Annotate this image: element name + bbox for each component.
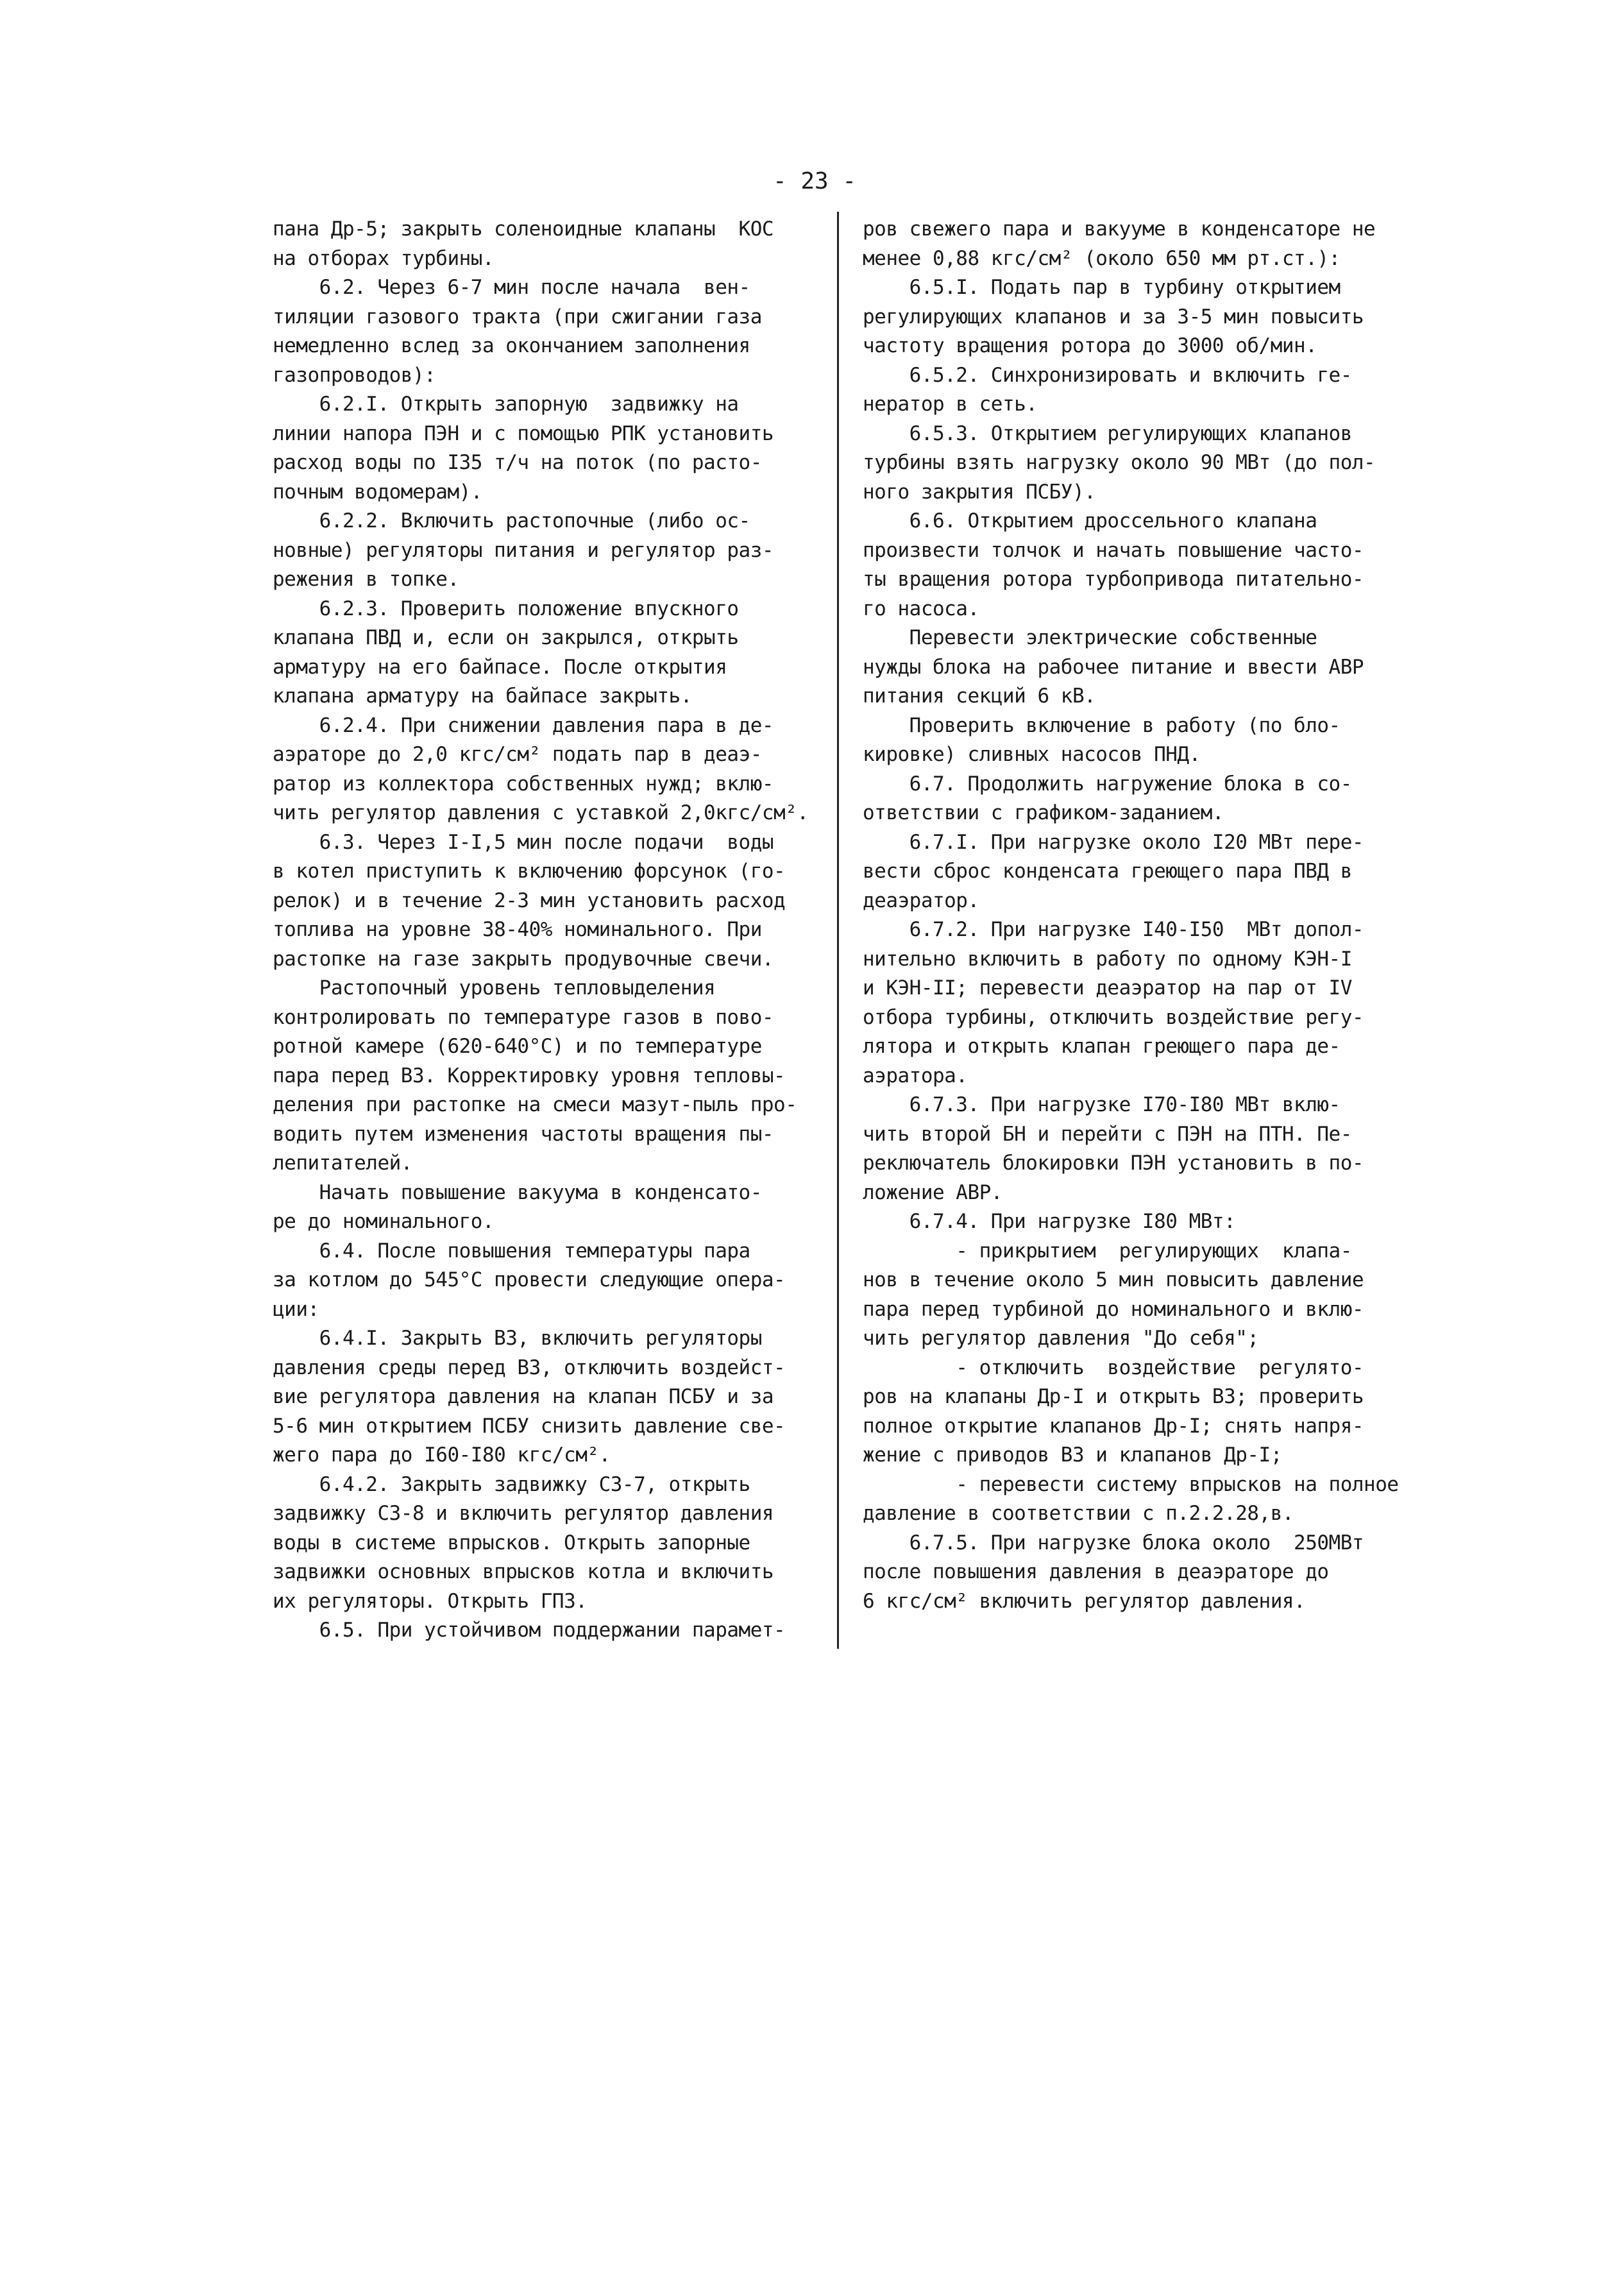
text-line: контролировать по температуре газов в пово- [273,1005,774,1029]
text-line: полное открытие клапанов Др-I; снять напря- [863,1414,1364,1438]
text-line: Растопочный уровень тепловыделения [273,976,716,1000]
text-line: менее 0,88 кгс/см² (около 650 мм рт.ст.): [863,246,1341,270]
text-line: Начать повышение вакуума в конденсато- [273,1180,762,1204]
text-line: Проверить включение в работу (по бло- [863,713,1341,737]
column-divider [837,212,839,1649]
text-line: режения в топке. [273,568,459,591]
text-line: 6 кгс/см² включить регулятор давления. [863,1589,1306,1613]
text-line: чить регулятор давления "До себя"; [863,1327,1259,1350]
text-line: чить регулятор давления с уставкой 2,0кгс/см². [273,801,809,824]
text-line: ратор из коллектора собственных нужд; вклю- [273,772,774,796]
text-line: 6.5.3. Открытием регулирующих клапанов [863,421,1352,445]
text-line: и КЭН-II; перевести деаэратор на пар от IV [863,976,1352,1000]
text-line: турбины взять нагрузку около 90 МВт (до пол- [863,451,1376,474]
text-line: немедленно вслед за окончанием заполнения [273,334,750,357]
text-line: 6.7.I. При нагрузке около I20 МВт пере- [863,830,1364,854]
text-line: 6.2.3. Проверить положение впускного [273,597,739,620]
text-line: жего пара до I60-I80 кгс/см². [273,1443,611,1467]
text-line: питания секций 6 кВ. [863,685,1096,708]
text-line: арматуру на его байпасе. После открытия [273,655,727,679]
text-line: вие регулятора давления на клапан ПСБУ и за [273,1385,774,1408]
text-line: отбора турбины, отключить воздействие регу- [863,1005,1364,1029]
text-line: ров свежего пара и вакууме в конденсаторе не [863,217,1376,241]
page-number: - 23 - [772,168,857,194]
text-line: новные) регуляторы питания и регулятор раз- [273,538,774,562]
text-line: линии напора ПЭН и с помощью РПК установить [273,421,774,445]
text-line: реключатель блокировки ПЭН установить в по- [863,1152,1364,1175]
text-line: ров на клапаны Др-I и открыть ВЗ; проверить [863,1385,1364,1408]
text-line: растопке на газе закрыть продувочные свечи. [273,947,774,971]
text-line: ротной камере (620-640°С) и по температуре [273,1035,762,1058]
text-line: частоту вращения ротора до 3000 об/мин. [863,334,1317,357]
text-line: за котлом до 545°С провести следующие опера- [273,1268,786,1291]
text-line: 5-6 мин открытием ПСБУ снизить давление све- [273,1414,786,1438]
text-line: воды в системе впрысков. Открыть запорные [273,1531,750,1554]
text-line: 6.2.I. Открыть запорную задвижку на [273,393,739,416]
left-column [273,215,821,1646]
text-line: ответствии с графиком-заданием. [863,801,1224,824]
text-line: нов в течение около 5 мин повысить давление [863,1268,1364,1291]
text-line: 6.3. Через I-I,5 мин после подачи воды [273,830,774,854]
text-line: вести сброс конденсата греющего пара ПВД в [863,860,1352,883]
text-line: кировке) сливных насосов ПНД. [863,743,1201,766]
text-line: релок) и в течение 2-3 мин установить расход [273,889,786,912]
text-line: 6.7.5. При нагрузке блока около 250МВт [863,1531,1364,1554]
text-line: регулирующих клапанов и за 3-5 мин повысить [863,305,1364,328]
text-line: нительно включить в работу по одному КЭН-I [863,947,1352,971]
text-line: газопроводов): [273,363,436,387]
text-line: 6.5.2. Синхронизировать и включить ге- [863,363,1352,387]
text-line: лятора и открыть клапан греющего пара де- [863,1035,1341,1058]
text-line: аэратора. [863,1064,968,1087]
text-line: топлива на уровне 38-40% номинального. При [273,918,762,941]
text-line: 6.4. После повышения температуры пара [273,1239,750,1263]
text-line: - перевести систему впрысков на полное [863,1472,1399,1496]
text-line: нератор в сеть. [863,393,1038,416]
text-line: пара перед ВЗ. Корректировку уровня тепловы- [273,1064,786,1087]
text-line: 6.2. Через 6-7 мин после начала вен- [273,276,750,299]
text-line: лепитателей. [273,1152,412,1175]
text-line: жение с приводов ВЗ и клапанов Др-I; [863,1443,1282,1467]
text-line: - прикрытием регулирующих клапа- [863,1239,1352,1263]
text-line: 6.7.4. При нагрузке I80 МВт: [863,1210,1236,1233]
text-line: Перевести электрические собственные [863,626,1317,649]
text-line: ного закрытия ПСБУ). [863,480,1096,504]
text-line: 6.7. Продолжить нагружение блока в со- [863,772,1352,796]
text-line: 6.7.2. При нагрузке I40-I50 МВт допол- [863,918,1364,941]
text-line: ции: [273,1297,319,1321]
text-line: произвести толчок и начать повышение часто- [863,538,1364,562]
right-column [863,215,1411,1616]
text-line: на отборах турбины. [273,246,495,270]
text-line: аэраторе до 2,0 кгс/см² подать пар в деаэ- [273,743,762,766]
text-line: клапана арматуру на байпасе закрыть. [273,685,692,708]
text-line: 6.2.2. Включить растопочные (либо ос- [273,509,750,532]
text-line: давление в соответствии с п.2.2.28,в. [863,1502,1294,1525]
text-line: 6.6. Открытием дроссельного клапана [863,509,1317,532]
text-line: давления среды перед ВЗ, отключить воздейст- [273,1356,786,1379]
text-line: расход воды по I35 т/ч на поток (по расто- [273,451,762,474]
text-line: нужды блока на рабочее питание и ввести АВР [863,655,1364,679]
text-line: 6.5.I. Подать пар в турбину открытием [863,276,1341,299]
text-line: клапана ПВД и, если он закрылся, открыть [273,626,739,649]
text-line: ложение АВР. [863,1180,1002,1204]
text-line: водить путем изменения частоты вращения пы- [273,1122,774,1146]
text-line: 6.2.4. При снижении давления пара в де- [273,713,774,737]
text-line: го насоса. [863,597,979,620]
text-line: 6.7.3. При нагрузке I70-I80 МВт вклю- [863,1093,1341,1116]
text-line: чить второй БН и перейти с ПЭН на ПТН. Пе- [863,1122,1352,1146]
text-line: их регуляторы. Открыть ГПЗ. [273,1589,588,1613]
text-line: 6.4.I. Закрыть ВЗ, включить регуляторы [273,1327,762,1350]
text-line: почным водомерам). [273,480,482,504]
text-line: тиляции газового тракта (при сжигании газа [273,305,762,328]
text-line: после повышения давления в деаэраторе до [863,1560,1329,1583]
text-line: задвижку СЗ-8 и включить регулятор давления [273,1502,774,1525]
text-line: ты вращения ротора турбопривода питательно- [863,568,1364,591]
text-line: - отключить воздействие регулято- [863,1356,1364,1379]
text-line: деления при растопке на смеси мазут-пыль про- [273,1093,797,1116]
text-line: в котел приступить к включению форсунок (го- [273,860,786,883]
text-line: деаэратор. [863,889,979,912]
text-line: ре до номинального. [273,1210,495,1233]
text-line: задвижки основных впрысков котла и включить [273,1560,774,1583]
text-line: пара перед турбиной до номинального и вклю- [863,1297,1364,1321]
text-line: пана Др-5; закрыть соленоидные клапаны КОС [273,217,774,241]
text-line: 6.5. При устойчивом поддержании парамет- [273,1619,786,1642]
text-line: 6.4.2. Закрыть задвижку СЗ-7, открыть [273,1472,750,1496]
